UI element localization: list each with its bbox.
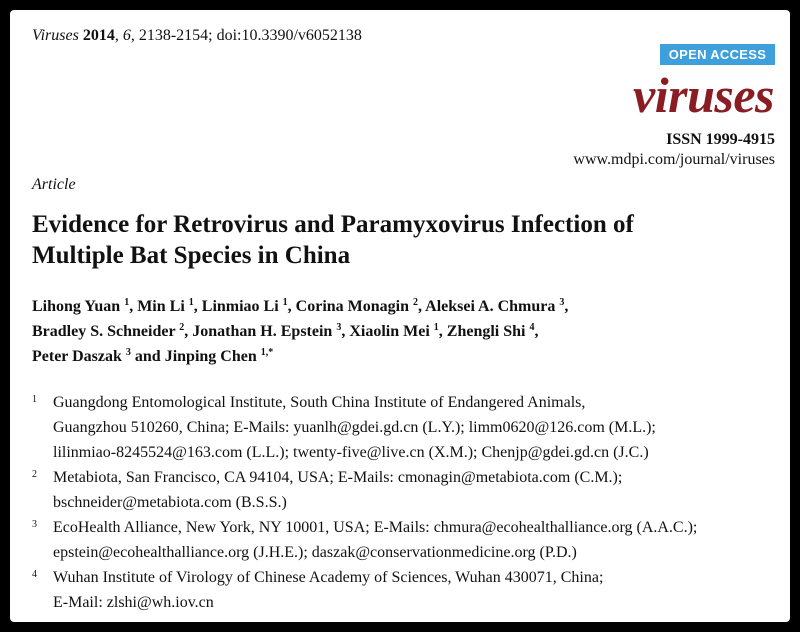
author-name: Bradley S. Schneider xyxy=(32,323,180,340)
paper-title xyxy=(32,209,772,271)
affiliation-text: Metabiota, San Francisco, CA 94104, USA; E-Mails: cmonagin@metabiota.com (C.M.); xyxy=(53,469,623,486)
author-name: Jinping Chen xyxy=(164,348,261,365)
affiliation-text: epstein@ecohealthalliance.org (J.H.E.); daszak@conservationmedicine.org (P.D.) xyxy=(53,544,577,561)
issn: ISSN 1999-4915 xyxy=(666,131,775,148)
author-affiliation-mark: 1 xyxy=(282,297,288,308)
affiliation-item xyxy=(32,565,787,615)
journal-name: Viruses xyxy=(32,27,79,44)
author-affiliation-mark: 3 xyxy=(336,322,342,333)
author-name: Lihong Yuan xyxy=(32,298,125,315)
author-name: Linmiao Li xyxy=(201,298,283,315)
title-line: Evidence for Retrovirus and Paramyxovirus Infection of xyxy=(32,211,634,238)
affiliation-text: E-Mail: zlshi@wh.iov.cn xyxy=(53,594,214,611)
affiliation-number: 4 xyxy=(32,569,37,580)
author-affiliation-mark: 2 xyxy=(179,322,185,333)
citation-volume: 6 xyxy=(122,27,131,44)
author-affiliation-mark: 1,* xyxy=(260,347,274,358)
author-name: Min Li xyxy=(137,298,189,315)
affiliation-number: 3 xyxy=(32,519,37,530)
paper-page xyxy=(10,10,790,622)
open-access-badge: OPEN ACCESS xyxy=(660,44,775,65)
author-name: Peter Daszak xyxy=(32,348,126,365)
citation-year: 2014 xyxy=(82,27,115,44)
affiliation-text: lilinmiao-8245524@163.com (L.L.); twenty-five@live.cn (X.M.); Chenjp@gdei.gd.cn (J.C.) xyxy=(53,444,649,461)
author-line: Lihong Yuan $^1$, Min Li $^1$, Linmiao Li $^1$, Corina Monagin $^2$, Aleksei A. Chmura $^3$, xyxy=(32,297,569,315)
author-affiliation-mark: 1 xyxy=(124,297,130,308)
journal-logo: viruses xyxy=(633,67,774,123)
citation-pages-doi: , 2138-2154; doi:10.3390/v6052138 xyxy=(130,27,362,44)
author-name: Jonathan H. Epstein xyxy=(192,323,337,340)
affiliation-text: Guangzhou 510260, China; E-Mails: yuanlh@gdei.gd.cn (L.Y.); limm0620@126.com (M.L.); xyxy=(53,419,656,436)
article-type: Article xyxy=(32,176,76,193)
title-line: Multiple Bat Species in China xyxy=(32,242,351,269)
affiliation-item xyxy=(32,465,787,515)
author-line: Peter Daszak $^3$ and Jinping Chen $^{1,*}$ xyxy=(32,347,274,365)
affiliation-list xyxy=(32,390,787,615)
author-name: Corina Monagin xyxy=(295,298,414,315)
journal-url[interactable]: www.mdpi.com/journal/viruses xyxy=(573,151,775,168)
author-line: Bradley S. Schneider $^2$, Jonathan H. Epstein $^3$, Xiaolin Mei $^1$, Zhengli Shi $^4$, xyxy=(32,322,539,340)
affiliation-text: Guangdong Entomological Institute, South China Institute of Endangered Animals, xyxy=(53,394,586,411)
author-name: Aleksei A. Chmura xyxy=(425,298,560,315)
affiliation-item xyxy=(32,515,787,565)
citation-line: Viruses 2014, 6, 2138-2154; doi:10.3390/v6052138 xyxy=(32,27,362,44)
affiliation-text: EcoHealth Alliance, New York, NY 10001, USA; E-Mails: chmura@ecohealthalliance.org (A.A.C.); xyxy=(53,519,698,536)
author-name: Xiaolin Mei xyxy=(349,323,434,340)
author-affiliation-mark: 1 xyxy=(188,297,194,308)
author-affiliation-mark: 4 xyxy=(529,322,535,333)
affiliation-text: bschneider@metabiota.com (B.S.S.) xyxy=(53,494,287,511)
affiliation-number: 2 xyxy=(32,469,37,480)
author-affiliation-mark: 3 xyxy=(559,297,565,308)
author-name: Zhengli Shi xyxy=(446,323,530,340)
affiliation-text: Wuhan Institute of Virology of Chinese Academy of Sciences, Wuhan 430071, China; xyxy=(53,569,604,586)
author-affiliation-mark: 1 xyxy=(433,322,439,333)
author-affiliation-mark: 3 xyxy=(125,347,131,358)
author-affiliation-mark: 2 xyxy=(413,297,419,308)
affiliation-item xyxy=(32,390,787,465)
author-list xyxy=(32,294,568,369)
affiliation-number: 1 xyxy=(32,394,37,405)
